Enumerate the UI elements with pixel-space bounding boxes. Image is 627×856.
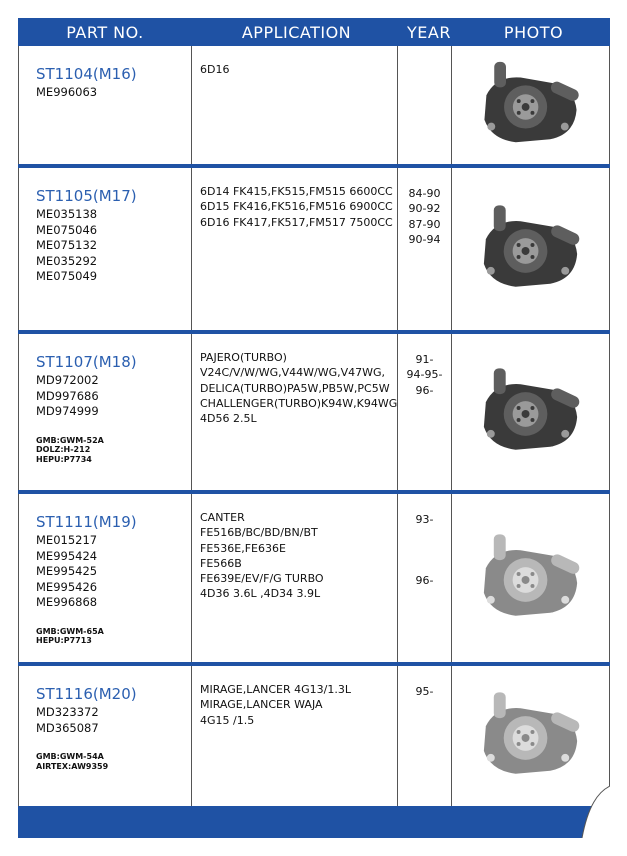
part-cell — [18, 168, 192, 330]
application-line: FE639E/EV/F/G TURBO — [200, 572, 324, 586]
year-range: 91- — [415, 353, 434, 366]
year-range: 96- — [415, 383, 434, 397]
application-cell — [192, 494, 398, 662]
application-line: 6D14 FK415,FK515,FM515 6600CC — [200, 185, 393, 198]
oem-number: MD974999 — [36, 404, 99, 418]
application-cell — [192, 46, 398, 164]
part-cell — [18, 46, 192, 164]
oem-number: ME035292 — [36, 253, 98, 268]
footer-bar — [18, 810, 610, 838]
oem-number: ME015217 — [36, 533, 98, 547]
oem-number: MD323372 — [36, 705, 99, 719]
part-number: ST1105(M17) — [36, 187, 137, 205]
page-curl-decoration — [548, 786, 610, 838]
application-line: MIRAGE,LANCER WAJA — [200, 698, 323, 712]
part-cell — [18, 494, 192, 662]
application-cell — [192, 334, 398, 490]
year-range: 90-94 — [408, 232, 441, 246]
application-cell — [192, 168, 398, 330]
table-row — [18, 666, 610, 810]
header-part-no: PART NO. — [66, 22, 144, 42]
cross-reference-list — [36, 436, 191, 465]
water-pump-photo — [466, 178, 595, 320]
year-cell — [398, 666, 452, 806]
oem-number: ME995425 — [36, 564, 98, 578]
year-range: 90-92 — [408, 202, 441, 216]
water-pump-icon — [466, 676, 595, 796]
application-line: CANTER — [200, 511, 245, 524]
application-line: 4D56 2.5L — [200, 412, 257, 426]
cross-reference: GMB:GWM-65A — [36, 626, 104, 636]
cross-reference: HEPU:P7713 — [36, 636, 92, 645]
photo-cell — [452, 666, 610, 806]
year-range — [398, 543, 451, 558]
table-row — [18, 494, 610, 666]
header-application: APPLICATION — [241, 22, 352, 42]
cross-reference-list — [36, 627, 191, 646]
year-cell — [398, 46, 452, 164]
year-range: 93- — [415, 513, 434, 526]
oem-number: MD997686 — [36, 388, 99, 403]
application-line: DELICA(TURBO)PA5W,PB5W,PC5W — [200, 381, 390, 395]
year-range: 94-95- — [406, 368, 443, 382]
photo-cell — [452, 168, 610, 330]
part-cell — [18, 334, 192, 490]
header-photo: PHOTO — [503, 22, 564, 42]
application-line: 4D36 3.6L ,4D34 3.9L — [200, 587, 321, 601]
application-line: 6D15 FK416,FK516,FM516 6900CC — [200, 200, 393, 214]
application-line: CHALLENGER(TURBO)K94W,K94WG — [200, 396, 398, 410]
oem-number: ME075132 — [36, 238, 98, 252]
oem-number: ME075046 — [36, 222, 98, 237]
table-row — [18, 168, 610, 334]
part-number: ST1116(M20) — [36, 685, 137, 703]
cross-reference: AIRTEX:AW9359 — [36, 761, 109, 771]
year-range: 96- — [415, 574, 434, 588]
year-range: 84-90 — [408, 187, 441, 200]
application-line: 6D16 FK417,FK517,FM517 7500CC — [200, 215, 393, 229]
catalog-sheet — [18, 18, 610, 838]
water-pump-icon — [466, 344, 595, 480]
application-line: 6D16 — [200, 63, 230, 76]
oem-number: ME995426 — [36, 579, 98, 594]
year-range — [398, 527, 451, 542]
application-line: FE536E,FE636E — [200, 541, 286, 555]
water-pump-photo — [466, 344, 595, 480]
year-cell — [398, 334, 452, 490]
oem-number: ME995424 — [36, 548, 98, 563]
table-row — [18, 46, 610, 168]
application-cell — [192, 666, 398, 806]
cross-reference: GMB:GWM-52A — [36, 435, 104, 445]
year-cell — [398, 168, 452, 330]
year-range — [398, 558, 451, 573]
photo-cell — [452, 46, 610, 164]
cross-reference-list — [36, 752, 191, 771]
cross-reference: DOLZ:H-212 — [36, 445, 91, 454]
year-range: 87-90 — [408, 217, 441, 231]
photo-cell — [452, 334, 610, 490]
oem-number: ME996868 — [36, 595, 98, 609]
photo-cell — [452, 494, 610, 662]
oem-number: MD365087 — [36, 720, 99, 735]
oem-number: ME075049 — [36, 269, 98, 283]
table-row — [18, 334, 610, 494]
application-line: FE566B — [200, 556, 242, 570]
part-number: ST1107(M18) — [36, 353, 137, 371]
part-number: ST1111(M19) — [36, 513, 137, 531]
table-header — [18, 18, 610, 46]
oem-number: ME035138 — [36, 207, 98, 221]
year-cell — [398, 494, 452, 662]
application-line: MIRAGE,LANCER 4G13/1.3L — [200, 683, 351, 696]
water-pump-icon — [466, 504, 595, 652]
cross-reference: GMB:GWM-54A — [36, 752, 104, 761]
part-cell — [18, 666, 192, 806]
application-line: V24C/V/W/WG,V44W/WG,V47WG, — [200, 366, 386, 380]
water-pump-icon — [466, 56, 595, 154]
application-line: FE516B/BC/BD/BN/BT — [200, 526, 318, 540]
header-year: YEAR — [407, 22, 451, 42]
part-number: ST1104(M16) — [36, 65, 137, 83]
water-pump-icon — [466, 178, 595, 320]
oem-number: ME996063 — [36, 85, 98, 99]
water-pump-photo — [466, 676, 595, 796]
water-pump-photo — [466, 56, 595, 154]
application-line: 4G15 /1.5 — [200, 713, 255, 727]
year-range: 95- — [415, 685, 434, 698]
application-line: PAJERO(TURBO) — [200, 351, 287, 364]
water-pump-photo — [466, 504, 595, 652]
oem-number: MD972002 — [36, 373, 99, 387]
cross-reference: HEPU:P7734 — [36, 454, 92, 464]
